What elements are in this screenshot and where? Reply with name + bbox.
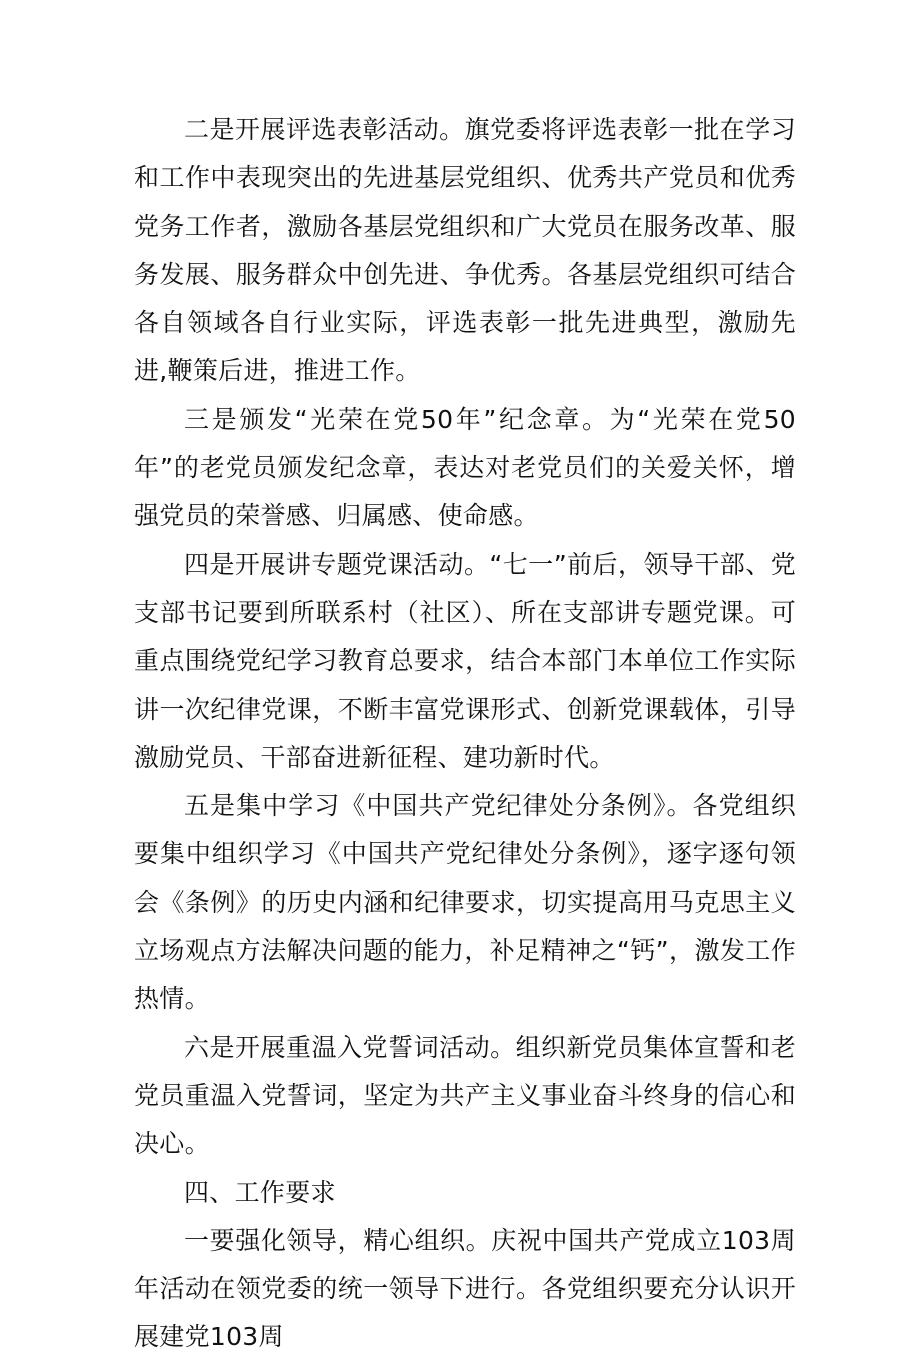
paragraph-oath-review: 六是开展重温入党誓词活动。组织新党员集体宣誓和老党员重温入党誓词，坚定为共产主义事业奋斗终身的信心和决心。 (134, 1032, 796, 1159)
paragraph-commemorative-medal: 三是颁发“光荣在党50年”纪念章。为“光荣在党50年”的老党员颁发纪念章，表达对老党员们的关爱关怀，增强党员的荣誉感、归属感、使命感。 (134, 404, 796, 531)
paragraph-discipline-regulations-study: 五是集中学习《中国共产党纪律处分条例》。各党组织要集中组织学习《中国共产党纪律处分条例》，逐字逐句领会《条例》的历史内涵和纪律要求，切实提高用马克思主义立场观点方法解决问题的能力，补足精神之“钙”，激发工作热情。 (134, 791, 796, 1014)
paragraph-commendation-activity: 二是开展评选表彰活动。旗党委将评选表彰一批在学习和工作中表现突出的先进基层党组织、优秀共产党员和优秀党务工作者，激励各基层党组织和广大党员在服务改革、服务发展、服务群众中创先进、争优秀。各基层党组织可结合各自领域各自行业实际，评选表彰一批先进典型，激励先进,鞭策后进，推进工作。 (134, 115, 796, 386)
paragraph-party-lecture: 四是开展讲专题党课活动。“七一”前后，领导干部、党支部书记要到所联系村（社区）、所在支部讲专题党课。可重点围绕党纪学习教育总要求，结合本部门本单位工作实际讲一次纪律党课，不断丰富党课形式、创新党课载体，引导激励党员、干部奋进新征程、建功新时代。 (134, 549, 796, 772)
document-body (134, 106, 796, 1362)
paragraph-strengthen-leadership: 一要强化领导，精心组织。庆祝中国共产党成立103周年活动在领党委的统一领导下进行。各党组织要充分认识开展建党103周 (134, 1225, 796, 1352)
section-heading-work-requirements: 四、工作要求 (184, 1177, 336, 1207)
